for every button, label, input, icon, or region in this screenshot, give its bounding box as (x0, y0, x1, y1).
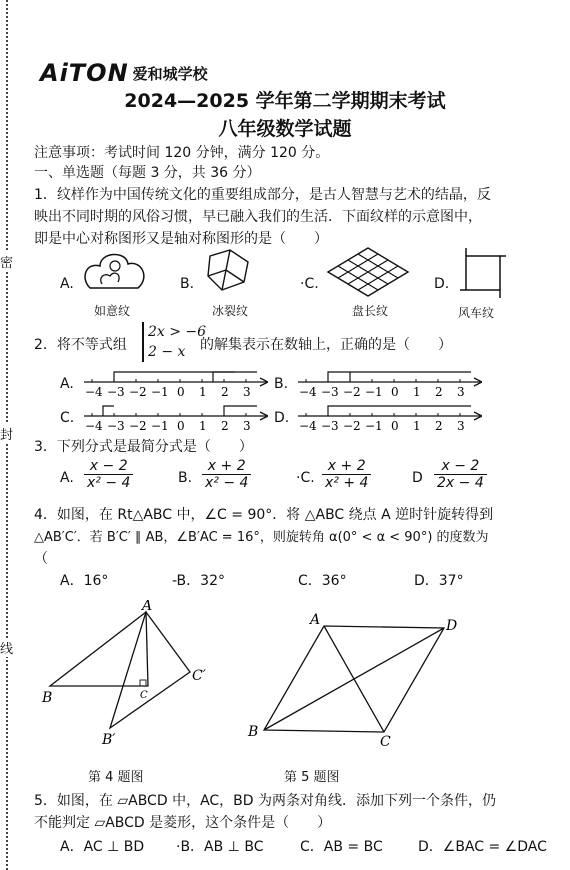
number-line-tick-label: −2 (129, 385, 147, 399)
number-line-tick-label: 3 (243, 419, 251, 433)
q3-b-denominator: x² − 4 (205, 475, 249, 491)
q5-option-b: ·B．AB ⊥ BC (176, 839, 264, 855)
q2-number-line-a (82, 364, 268, 400)
q3-c-denominator: x² + 4 (325, 475, 369, 491)
q5-option-d: D．∠BAC = ∠DAC (418, 839, 547, 855)
figure-4-triangles (36, 600, 216, 750)
q3-d-numerator: x − 2 (434, 458, 487, 475)
seal-char-feng: 封 (0, 424, 13, 443)
q4-option-d: D．37° (414, 573, 464, 589)
number-line-tick-label: −3 (107, 385, 125, 399)
q1-caption-c: 盘长纹 (352, 304, 389, 318)
fig5-label-b: B (248, 724, 259, 740)
q2-number-line-c (82, 398, 268, 434)
number-line-tick-label: −4 (299, 419, 317, 433)
q5-option-a: A．AC ⊥ BD (60, 839, 145, 855)
number-line-tick-label: −1 (365, 419, 383, 433)
q1-option-a: A. (60, 276, 74, 292)
notice: 注意事项：考试时间 120 分钟，满分 120 分。 (34, 145, 330, 161)
number-line-tick-label: −2 (129, 419, 147, 433)
number-line-tick-label: −1 (365, 385, 383, 399)
q3-a-denominator: x² − 4 (87, 475, 131, 491)
q2-number-line-b (296, 364, 482, 400)
number-line-tick-label: 1 (413, 419, 421, 433)
number-line-tick-label: 3 (457, 419, 465, 433)
q2-stem (34, 334, 127, 354)
q4-line1: 4．如图，在 Rt△ABC 中，∠C = 90°．将 △ABC 绕点 A 逆时针旋转得到 (34, 507, 494, 523)
q5-line2: 不能判定 ▱ABCD 是菱形，这个条件是（ ） (34, 815, 332, 831)
number-line-tick-label: −3 (321, 385, 339, 399)
number-line-tick-label: 2 (221, 419, 229, 433)
number-line-tick-label: −3 (321, 419, 339, 433)
figure-5-parallelogram (240, 608, 470, 748)
number-line-tick-label: 1 (199, 385, 207, 399)
q2-option-c: C. (60, 410, 75, 426)
figure-4-caption: 第 4 题图 (88, 770, 144, 785)
q2-inequality-2: 2 − x (148, 344, 186, 360)
seal-char-mi: 密 (0, 252, 13, 271)
q2-option-d: D. (274, 410, 290, 426)
fig5-label-c: C (380, 734, 391, 748)
number-line-tick-label: −2 (343, 419, 361, 433)
q1-line1: 1．纹样作为中国传统文化的重要组成部分，是古人智慧与艺术的结晶，反 (34, 187, 491, 203)
panchang-knot-icon (326, 246, 410, 298)
q1-caption-d: 风车纹 (458, 306, 495, 320)
triangle-ab1c1 (110, 612, 190, 728)
number-line-tick-label: 0 (391, 385, 399, 399)
school-logo (40, 60, 208, 86)
seal-char-xian: 线 (0, 638, 13, 657)
q3-option-b-letter: B. (178, 470, 193, 486)
q3-stem: 3．下列分式是最简分式是（ ） (34, 439, 253, 455)
fig5-label-a: A (310, 612, 321, 628)
fig4-label-b: B (42, 690, 53, 706)
q3-option-a-letter: A. (60, 470, 74, 486)
number-line-tick-label: −1 (151, 419, 169, 433)
q2-inequality-1: 2x > −6 (148, 324, 207, 340)
q3-c-numerator: x + 2 (322, 458, 371, 475)
q3-option-c-fraction (322, 458, 371, 491)
q3-d-denominator: 2x − 4 (437, 475, 484, 491)
q3-a-numerator: x − 2 (84, 458, 133, 475)
number-line-tick-label: −4 (299, 385, 317, 399)
q1-line3: 即是中心对称图形又是轴对称图形的是（ ） (34, 231, 328, 247)
figure-5-caption: 第 5 题图 (284, 770, 340, 785)
q3-option-c-letter: ·C. (296, 470, 315, 486)
q3-option-b-fraction (202, 458, 251, 491)
fig5-label-d: D (446, 618, 458, 634)
number-line-tick-label: 2 (435, 385, 443, 399)
number-line-tick-label: 1 (199, 419, 207, 433)
q3-option-d-fraction (434, 458, 487, 491)
q2-number-line-d (296, 398, 482, 434)
q3-options (60, 458, 560, 502)
q1-line2: 映出不同时期的风俗习惯，早已融入我们的生活．下面纹样的示意图中， (34, 209, 482, 225)
q5-line1: 5．如图，在 ▱ABCD 中，AC，BD 为两条对角线．添加下列一个条件，仍 (34, 793, 497, 809)
section-heading: 一、单选题（每题 3 分，共 36 分） (34, 165, 261, 181)
number-line-tick-label: −1 (151, 385, 169, 399)
windmill-pattern-icon (458, 246, 508, 302)
number-line-tick-label: 0 (177, 419, 185, 433)
number-line-tick-label: 2 (435, 419, 443, 433)
q2-stem-pre: 2．将不等式组 (34, 337, 127, 353)
q4-option-c: C．36° (298, 573, 347, 589)
q2-option-b: B. (274, 376, 289, 392)
q2-stem-post: 的解集表示在数轴上，正确的是（ ） (200, 337, 452, 353)
q4-line2: △AB′C′．若 B′C′ ∥ AB，∠B′AC = 16°，则旋转角 α(0° < α < 90°) 的度数为 (34, 530, 489, 545)
q1-caption-b: 冰裂纹 (212, 304, 249, 318)
number-line-tick-label: −4 (85, 419, 103, 433)
q1-option-d: D. (434, 276, 450, 292)
number-line-tick-label: 0 (391, 419, 399, 433)
logo-mark: AiTON (40, 59, 129, 87)
number-line-tick-label: 2 (221, 385, 229, 399)
q1-option-c: ·C. (300, 276, 319, 292)
q1-option-b: B. (180, 276, 195, 292)
number-line-tick-label: −3 (107, 419, 125, 433)
number-line-tick-label: 1 (413, 385, 421, 399)
exam-subtitle: 八年级数学试题 (218, 118, 352, 140)
q1-caption-a: 如意纹 (94, 304, 131, 318)
number-line-tick-label: 3 (457, 385, 465, 399)
fig4-label-b-prime: B′ (102, 732, 116, 748)
q4-option-b: -B．32° (172, 573, 225, 589)
q2-inequality-system (142, 322, 206, 362)
q5-option-c: C．AB = BC (300, 839, 383, 855)
exam-title: 2024—2025 学年第二学期期末考试 (124, 90, 446, 112)
number-line-tick-label: −4 (85, 385, 103, 399)
q3-b-numerator: x + 2 (202, 458, 251, 475)
fig4-label-c-prime: C′ (192, 668, 206, 684)
number-line-tick-label: 0 (177, 385, 185, 399)
logo-school-name: 爱和城学校 (132, 64, 208, 83)
fig4-label-c: C (140, 690, 148, 701)
triangle-abc (50, 612, 148, 686)
q2-option-a: A. (60, 376, 74, 392)
q4-line3: （ (34, 551, 48, 567)
q3-option-d-letter: D (412, 470, 423, 486)
ruyi-pattern-icon (80, 248, 150, 300)
q4-option-a: A．16° (60, 573, 109, 589)
ice-crack-pattern-icon (204, 246, 254, 300)
number-line-tick-label: 3 (243, 385, 251, 399)
number-line-tick-label: −2 (343, 385, 361, 399)
fig4-label-a: A (142, 600, 153, 614)
q3-option-a-fraction (84, 458, 133, 491)
